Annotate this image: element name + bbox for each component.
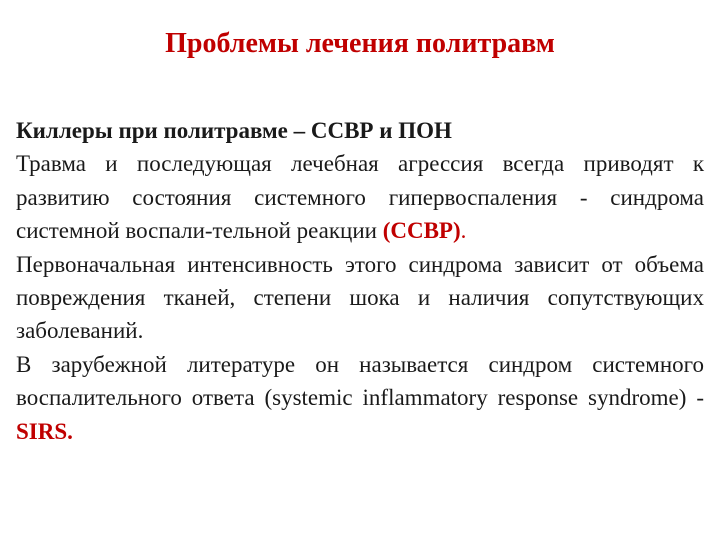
paragraph-1-end: . <box>460 218 467 244</box>
slide-title: Проблемы лечения политравм <box>165 28 555 59</box>
sirs-highlight: SIRS. <box>16 418 73 444</box>
paragraph-1-text: Травма и последующая лечебная агрессия всегда приводят к развитию состояния системного гипервоспаления - синдрома системной воспали-тельной реакции <box>16 151 704 244</box>
paragraph-1 <box>16 147 704 247</box>
paragraph-2: Первоначальная интенсивность этого синдрома зависит от объема повреждения тканей, степени шока и наличия сопутствующих заболеваний. <box>16 251 704 344</box>
slide-subtitle: Киллеры при политравме – ССВР и ПОН <box>16 118 452 143</box>
paragraph-3-text: В зарубежной литературе он называется синдром системного воспалительного ответа (systemic inflammatory response syndrome) - <box>16 351 704 411</box>
ssvr-highlight: (ССВР) <box>382 218 461 244</box>
slide-body <box>16 114 704 448</box>
paragraph-3 <box>16 348 704 448</box>
